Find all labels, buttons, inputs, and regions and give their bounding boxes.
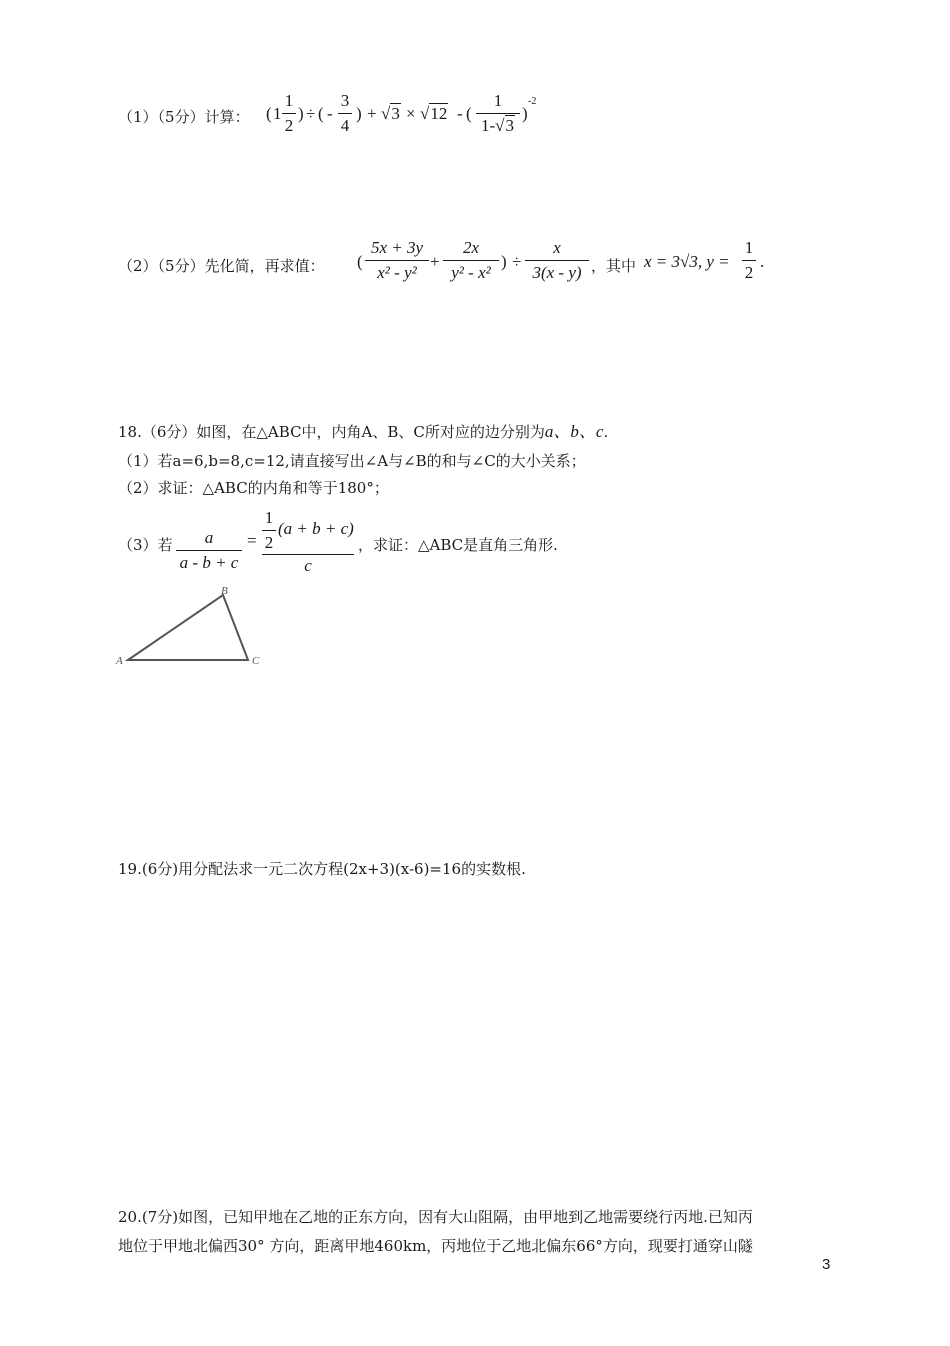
q18-part2: （2）求证：△ABC的内角和等于180°；: [118, 479, 389, 497]
vertex-a-label: A: [116, 655, 123, 667]
mixed-whole: 1: [273, 104, 282, 123]
vertex-c-label: C: [252, 655, 260, 667]
condition-values: x = 3√3, y =: [644, 252, 730, 271]
term2-fraction: 2x y² - x²: [443, 237, 499, 284]
term1-fraction: 5x + 3y x² - y²: [365, 237, 429, 284]
exponent: -2: [528, 96, 537, 107]
q18-sides: a、b、c: [544, 422, 604, 441]
sqrt-3: √3: [381, 104, 400, 123]
triangle-abc: [128, 595, 248, 660]
reciprocal-fraction: 1 1-√3: [476, 90, 520, 137]
q20-line1: 20.(7分)如图，已知甲地在乙地的正东方向，因有大山阻隔，由甲地到乙地需要绕行丙地.已知丙: [118, 1208, 753, 1226]
y-value-fraction: 1 2: [742, 237, 756, 284]
q17-p2-label: （2）（5分）先化简，再求值：: [118, 257, 325, 275]
q18-part3-label: （3）若: [118, 536, 173, 554]
q18-part1: （1）若a=6,b=8,c=12,请直接写出∠A与∠B的和与∠C的大小关系；: [118, 452, 586, 470]
page-number: 3: [822, 1256, 831, 1273]
q18-rhs-fraction: 1 2 (a + b + c) c: [262, 507, 354, 577]
vertex-b-label: B: [221, 585, 228, 597]
q18-lhs-fraction: a a - b + c: [176, 527, 242, 574]
q18-stem: 18.（6分）如图，在△ABC中，内角A、B、C所对应的边分别为a、b、c.: [118, 422, 609, 441]
term3-fraction: x 3(x - y): [525, 237, 589, 284]
q18-part3-tail: ，求证：△ABC是直角三角形.: [358, 536, 558, 554]
q19-text: 19.(6分)用分配法求一元二次方程(2x+3)(x-6)=16的实数根.: [118, 860, 526, 878]
triangle-figure: [112, 584, 272, 674]
neg-fraction: 3 4: [338, 90, 352, 137]
mixed-fraction: 1 2: [282, 90, 296, 137]
q20-line2: 地位于甲地北偏西30° 方向，距离甲地460km，丙地位于乙地北偏东66°方向，现要打通穿山隧: [118, 1237, 753, 1255]
sqrt-12: √12: [420, 104, 448, 123]
q17-p1-label: （1）（5分）计算：: [118, 108, 250, 126]
